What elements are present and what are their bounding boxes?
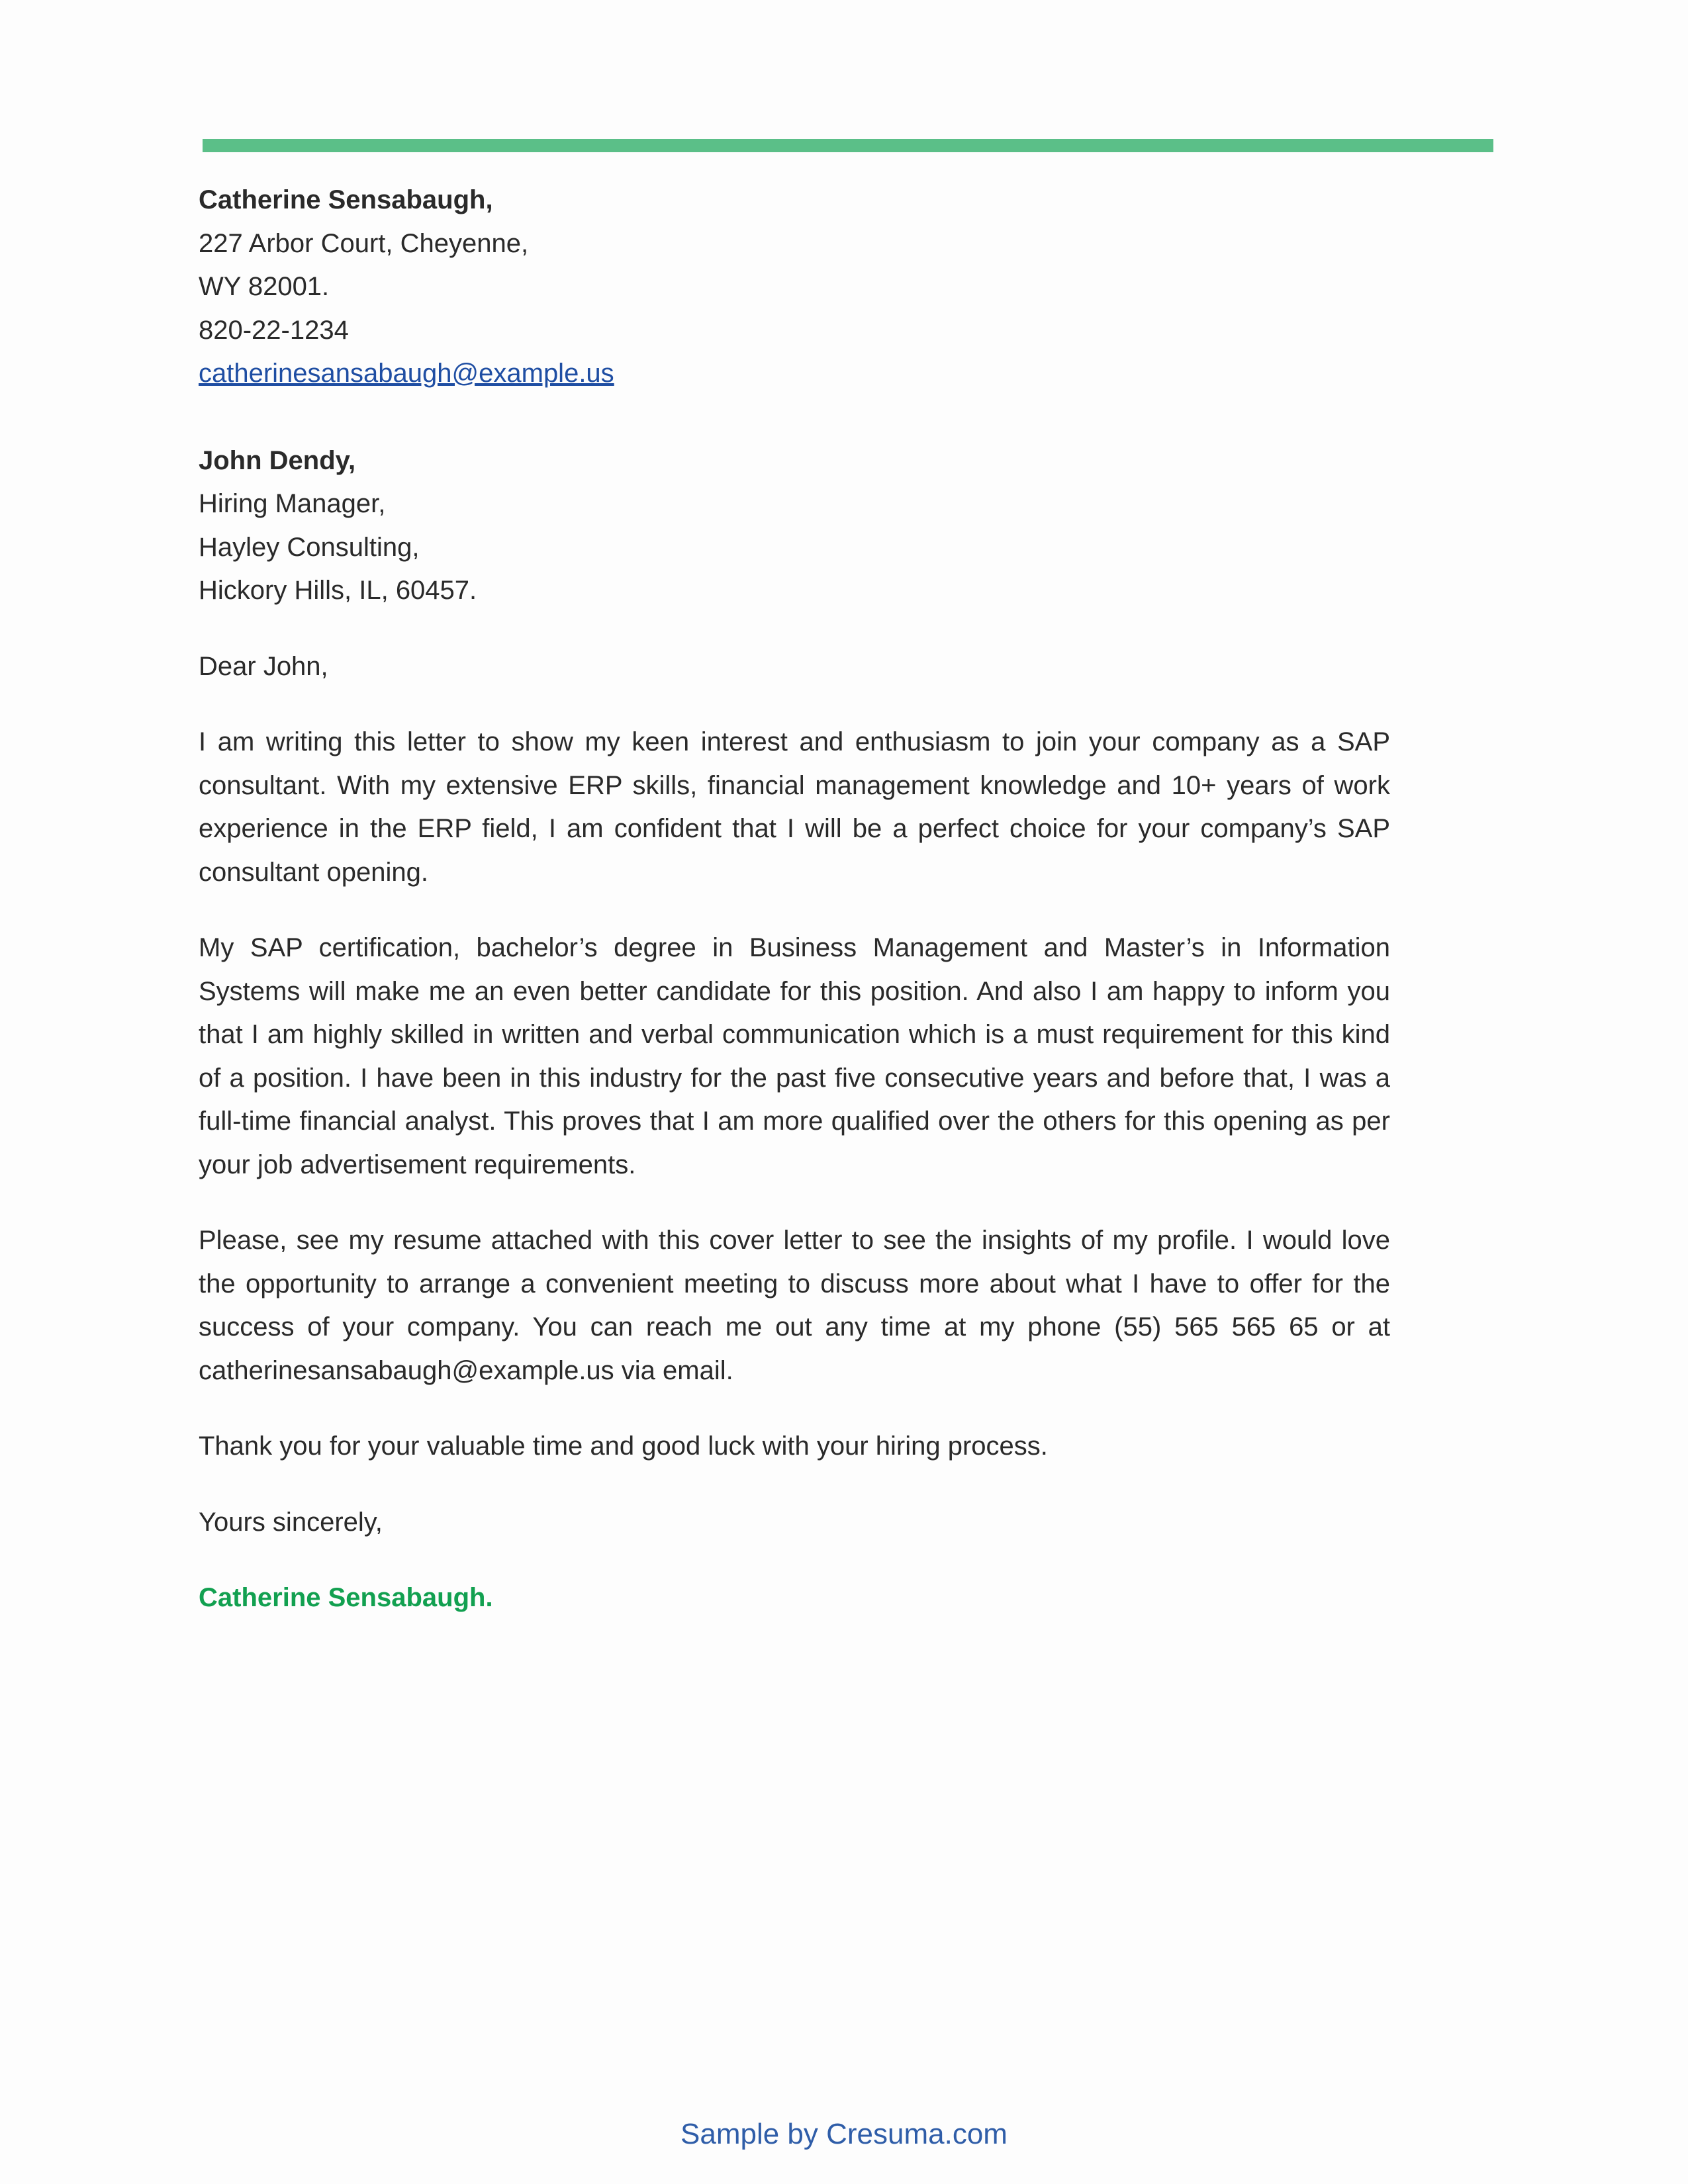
recipient-block xyxy=(199,439,1390,613)
cover-letter xyxy=(199,179,1390,1620)
sender-phone: 820-22-1234 xyxy=(199,315,349,345)
body-paragraph-1: I am writing this letter to show my keen interest and enthusiasm to join your company as a SAP consultant. With my extensive ERP skills, financial management knowledge and 10+ years of work experience in the ERP field, I am confident that I will be a perfect choice for your company’s SAP consultant opening. xyxy=(199,727,1390,887)
recipient-name: John Dendy, xyxy=(199,445,356,475)
salutation: Dear John, xyxy=(199,651,328,681)
body-paragraph-4: Thank you for your valuable time and good luck with your hiring process. xyxy=(199,1432,1048,1461)
body-paragraph-3: Please, see my resume attached with this cover letter to see the insights of my profile. I would love the opportunity to arrange a convenient meeting to discuss more about what I have to offer for the success of your company. You can reach me out any time at my phone (55) 565 565 65 or at catherinesansabaugh@example.us via email. xyxy=(199,1226,1390,1385)
signature-name: Catherine Sensabaugh. xyxy=(199,1583,493,1612)
header-accent-bar xyxy=(203,139,1493,152)
sender-block xyxy=(199,179,1390,396)
recipient-company: Hayley Consulting, xyxy=(199,532,420,562)
recipient-address: Hickory Hills, IL, 60457. xyxy=(199,576,477,605)
recipient-title: Hiring Manager, xyxy=(199,489,386,518)
closing: Yours sincerely, xyxy=(199,1507,383,1537)
sender-address-line1: 227 Arbor Court, Cheyenne, xyxy=(199,228,529,258)
sender-name: Catherine Sensabaugh, xyxy=(199,185,493,214)
footer-credit: Sample by Cresuma.com xyxy=(680,2118,1008,2150)
sender-email-link[interactable]: catherinesansabaugh@example.us xyxy=(199,359,614,388)
body-paragraph-2: My SAP certification, bachelor’s degree in Business Management and Master’s in Information Systems will make me an even better candidate for this position. And also I am happy to inform you that I am highly skilled in written and verbal communication which is a must requirement for this kind of a position. I have been in this industry for the past five consecutive years and before that, I was a full-time financial analyst. This proves that I am more qualified over the others for this opening as per your job advertisement requirements. xyxy=(199,933,1390,1179)
sender-address-line2: WY 82001. xyxy=(199,272,330,301)
